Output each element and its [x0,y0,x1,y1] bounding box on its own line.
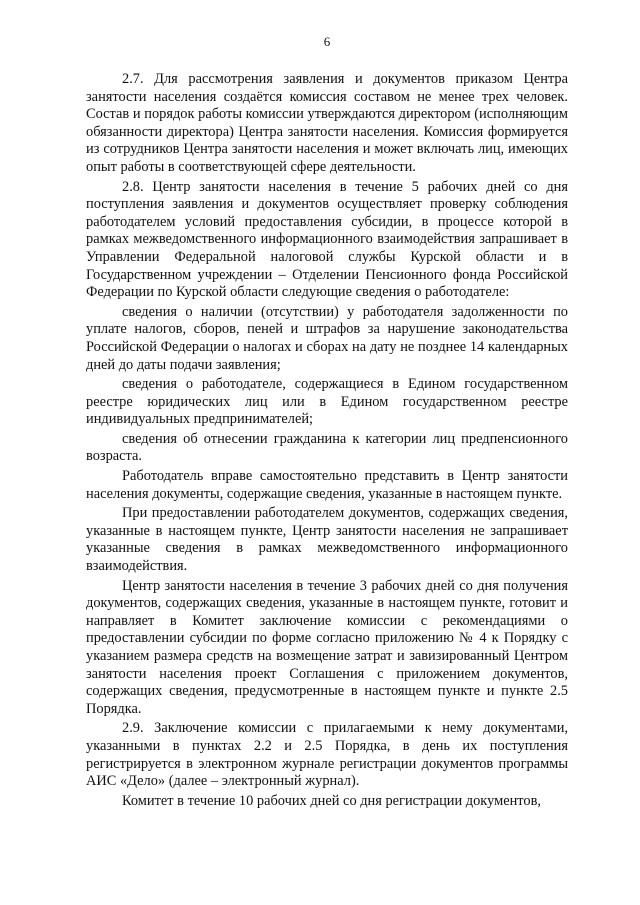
document-page [86,0,568,905]
paragraph-employer-right: Работодатель вправе самостоятельно представить в Центр занятости населения документы, содержащие сведения, указанные в настоящем пункте. [86,468,568,502]
page-number: 6 [323,34,331,49]
paragraph-no-request: При предоставлении работодателем документов, содержащих сведения, указанные в настоящем пункте, Центр занятости населения не запрашивает указанные сведения в рамках межведомственного информационного взаимодействия. [86,505,568,575]
paragraph-2-8: 2.8. Центр занятости населения в течение 5 рабочих дней со дня поступления заявления и документов осуществляет проверку соблюдения работодателем условий предоставления субсидии, в процессе которой в рамках межведомственного информационного взаимодействия запрашивает в Управлении Федеральной налоговой службы Курской области и в Государственном учреждении – Отделении Пенсионного фонда Российской Федерации по Курской области следующие сведения о работодателе: [86,178,568,301]
paragraph-commission-conclusion: Центр занятости населения в течение 3 рабочих дней со дня получения документов, содержащих сведения, указанные в настоящем пункте, готовит и направляет в Комитет заключение комиссии с рекомендациями о предоставлении субсидии по форме согласно приложению № 4 к Порядку с указанием размера средств на возмещение затрат и завизированный Центром занятости населения проект Соглашения с приложением документов, содержащих сведения, предусмотренные в настоящем пункте и пункте 2.5 Порядка. [86,577,568,717]
paragraph-committee: Комитет в течение 10 рабочих дней со дня регистрации документов, [122,792,541,809]
paragraph-preretirement-info: сведения об отнесении гражданина к категории лиц предпенсионного возраста. [86,430,568,465]
paragraph-2-7: 2.7. Для рассмотрения заявления и документов приказом Центра занятости населения создаётся комиссия составом не менее трех человек. Состав и порядок работы комиссии утверждаются директором (исполняющим обязанности директора) Центра занятости населения. Комиссия формируется из сотрудников Центра занятости населения и может включать лиц, имеющих опыт работы в соответствующей сфере деятельности. [86,71,568,175]
paragraph-2-9: 2.9. Заключение комиссии с прилагаемыми к нему документами, указанными в пунктах 2.2 и 2.5 Порядка, в день их поступления регистрируется в электронном журнале регистрации документов программы АИС «Дело» (далее – электронный журнал). [86,720,568,790]
paragraph-tax-debt-info: сведения о наличии (отсутствии) у работодателя задолженности по уплате налогов, сборов, пеней и штрафов за нарушение законодательства Российской Федерации о налогах и сборах на дату не позднее 14 календарных дней до даты подачи заявления; [86,303,568,373]
paragraph-registry-info: сведения о работодателе, содержащиеся в Едином государственном реестре юридических лиц или в Едином государственном реестре индивидуальных предпринимателей; [86,376,568,428]
